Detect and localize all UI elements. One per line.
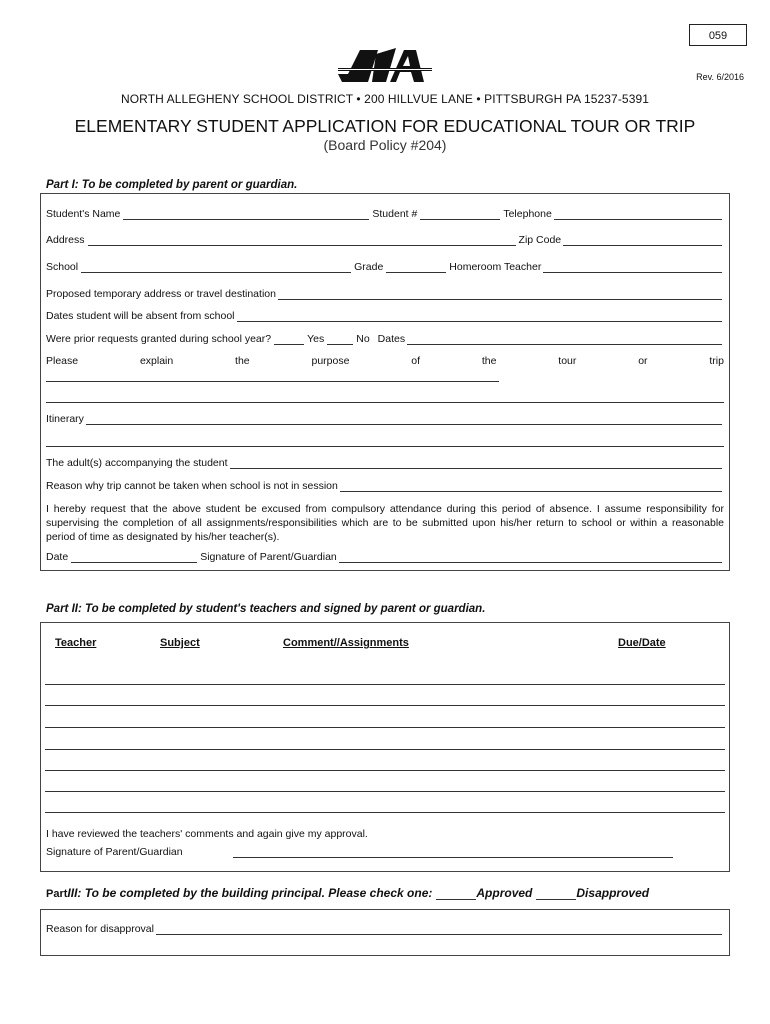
telephone-label: Telephone: [503, 208, 552, 220]
explain-word: tour: [558, 355, 577, 367]
students-name-field[interactable]: [123, 209, 369, 220]
part3-box: [40, 909, 730, 956]
teacher-entry-line[interactable]: [45, 727, 725, 728]
prior-requests-row: [46, 333, 724, 345]
district-logo: [338, 44, 432, 86]
explain-word: the: [481, 355, 497, 367]
teacher-entry-line[interactable]: [45, 791, 725, 792]
teacher-entry-line[interactable]: [45, 770, 725, 771]
school-row: [46, 261, 724, 273]
explain-purpose-row: [46, 355, 724, 367]
part3-heading-text: III: To be completed by the building principal. Please check one:: [67, 886, 433, 900]
itinerary-field-line[interactable]: [46, 446, 724, 447]
teacher-entry-line[interactable]: [45, 705, 725, 706]
temp-address-row: [46, 288, 724, 300]
dates-label: Dates: [377, 333, 406, 345]
students-name-label: Student's Name: [46, 208, 121, 220]
teacher-entry-line[interactable]: [45, 749, 725, 750]
school-field[interactable]: [81, 262, 351, 273]
explain-word: or: [638, 355, 648, 367]
teacher-entry-line[interactable]: [45, 812, 725, 813]
explain-word: the: [235, 355, 250, 367]
no-label: No: [356, 333, 370, 345]
part3-prefix: Part: [46, 888, 68, 900]
no-field[interactable]: [327, 334, 353, 345]
parent-signature-field[interactable]: [339, 552, 722, 563]
reviewed-statement: I have reviewed the teachers' comments and again give my approval.: [46, 828, 368, 840]
date-label: Date: [46, 551, 69, 563]
part1-box: [40, 193, 730, 571]
purpose-field-line[interactable]: [46, 402, 724, 403]
adults-field[interactable]: [230, 458, 722, 469]
disapproval-reason-field[interactable]: [156, 924, 722, 935]
explain-word: trip: [709, 355, 724, 367]
form-number: 059: [689, 24, 747, 46]
zip-code-label: Zip Code: [518, 234, 562, 246]
homeroom-teacher-label: Homeroom Teacher: [449, 261, 542, 273]
explain-word: Please: [46, 355, 79, 367]
student-number-field[interactable]: [420, 209, 500, 220]
reason-not-in-session-field[interactable]: [340, 481, 722, 492]
explain-word: of: [411, 355, 421, 367]
part2-signature-label: Signature of Parent/Guardian: [46, 846, 183, 858]
temp-address-field[interactable]: [278, 289, 722, 300]
disapproval-reason-row: [46, 923, 724, 935]
itinerary-row: [46, 413, 724, 425]
teacher-entry-line[interactable]: [45, 684, 725, 685]
yes-label: Yes: [307, 333, 325, 345]
explain-word: purpose: [311, 355, 350, 367]
student-number-label: Student #: [372, 208, 418, 220]
excuse-statement: I hereby request that the above student be excused from compulsory attendance during this period of absence. I assume responsibility for supervising the completion of all assignments/responsibilities which are to be submitted upon his/her return to school or within a reasonable period of time as designated by his/her teacher(s).: [46, 503, 724, 543]
reason-row: [46, 480, 724, 492]
yes-field[interactable]: [274, 334, 304, 345]
homeroom-teacher-field[interactable]: [543, 262, 722, 273]
disapproved-label: Disapproved: [576, 886, 650, 900]
address-label: Address: [46, 234, 85, 246]
school-label: School: [46, 261, 79, 273]
disapproved-check-field[interactable]: [536, 887, 576, 900]
dates-absent-label: Dates student will be absent from school: [46, 310, 235, 322]
grade-field[interactable]: [386, 262, 446, 273]
due-date-column-header: Due/Date: [618, 637, 666, 649]
prior-requests-label: Were prior requests granted during school year?: [46, 333, 272, 345]
dates-absent-row: [46, 310, 724, 322]
grade-label: Grade: [354, 261, 384, 273]
temp-address-label: Proposed temporary address or travel destination: [46, 288, 276, 300]
dates-absent-field[interactable]: [237, 311, 722, 322]
itinerary-field[interactable]: [86, 414, 722, 425]
part2-signature-field[interactable]: [233, 857, 673, 858]
part2-box: [40, 622, 730, 872]
student-info-row: [46, 208, 724, 220]
part3-heading: [46, 886, 649, 900]
teacher-column-header: Teacher: [55, 637, 97, 649]
explain-word: explain: [139, 355, 174, 367]
board-policy: (Board Policy #204): [323, 137, 447, 153]
district-address: NORTH ALLEGHENY SCHOOL DISTRICT • 200 HILLVUE LANE • PITTSBURGH PA 15237-5391: [120, 92, 650, 106]
date-signature-row: [46, 551, 724, 563]
address-row: [46, 234, 724, 246]
adults-label: The adult(s) accompanying the student: [46, 457, 228, 469]
dates-field[interactable]: [407, 334, 722, 345]
parent-signature-label: Signature of Parent/Guardian: [200, 551, 337, 563]
date-field[interactable]: [71, 552, 197, 563]
comment-column-header: Comment//Assignments: [283, 637, 409, 649]
part2-heading: Part II: To be completed by student's teachers and signed by parent or guardian.: [46, 603, 486, 615]
approved-check-field[interactable]: [436, 887, 476, 900]
form-title: ELEMENTARY STUDENT APPLICATION FOR EDUCATIONAL TOUR OR TRIP: [74, 116, 696, 136]
itinerary-label: Itinerary: [46, 413, 84, 425]
subject-column-header: Subject: [160, 637, 200, 649]
address-field[interactable]: [88, 235, 516, 246]
telephone-field[interactable]: [554, 209, 722, 220]
revision-date: Rev. 6/2016: [696, 72, 744, 82]
disapproval-reason-label: Reason for disapproval: [46, 923, 154, 935]
adults-row: [46, 457, 724, 469]
zip-code-field[interactable]: [563, 235, 722, 246]
part1-heading: Part I: To be completed by parent or guardian.: [46, 179, 298, 191]
reason-not-in-session-label: Reason why trip cannot be taken when school is not in session: [46, 480, 338, 492]
purpose-field-line[interactable]: [46, 381, 499, 382]
approved-label: Approved: [476, 886, 533, 900]
